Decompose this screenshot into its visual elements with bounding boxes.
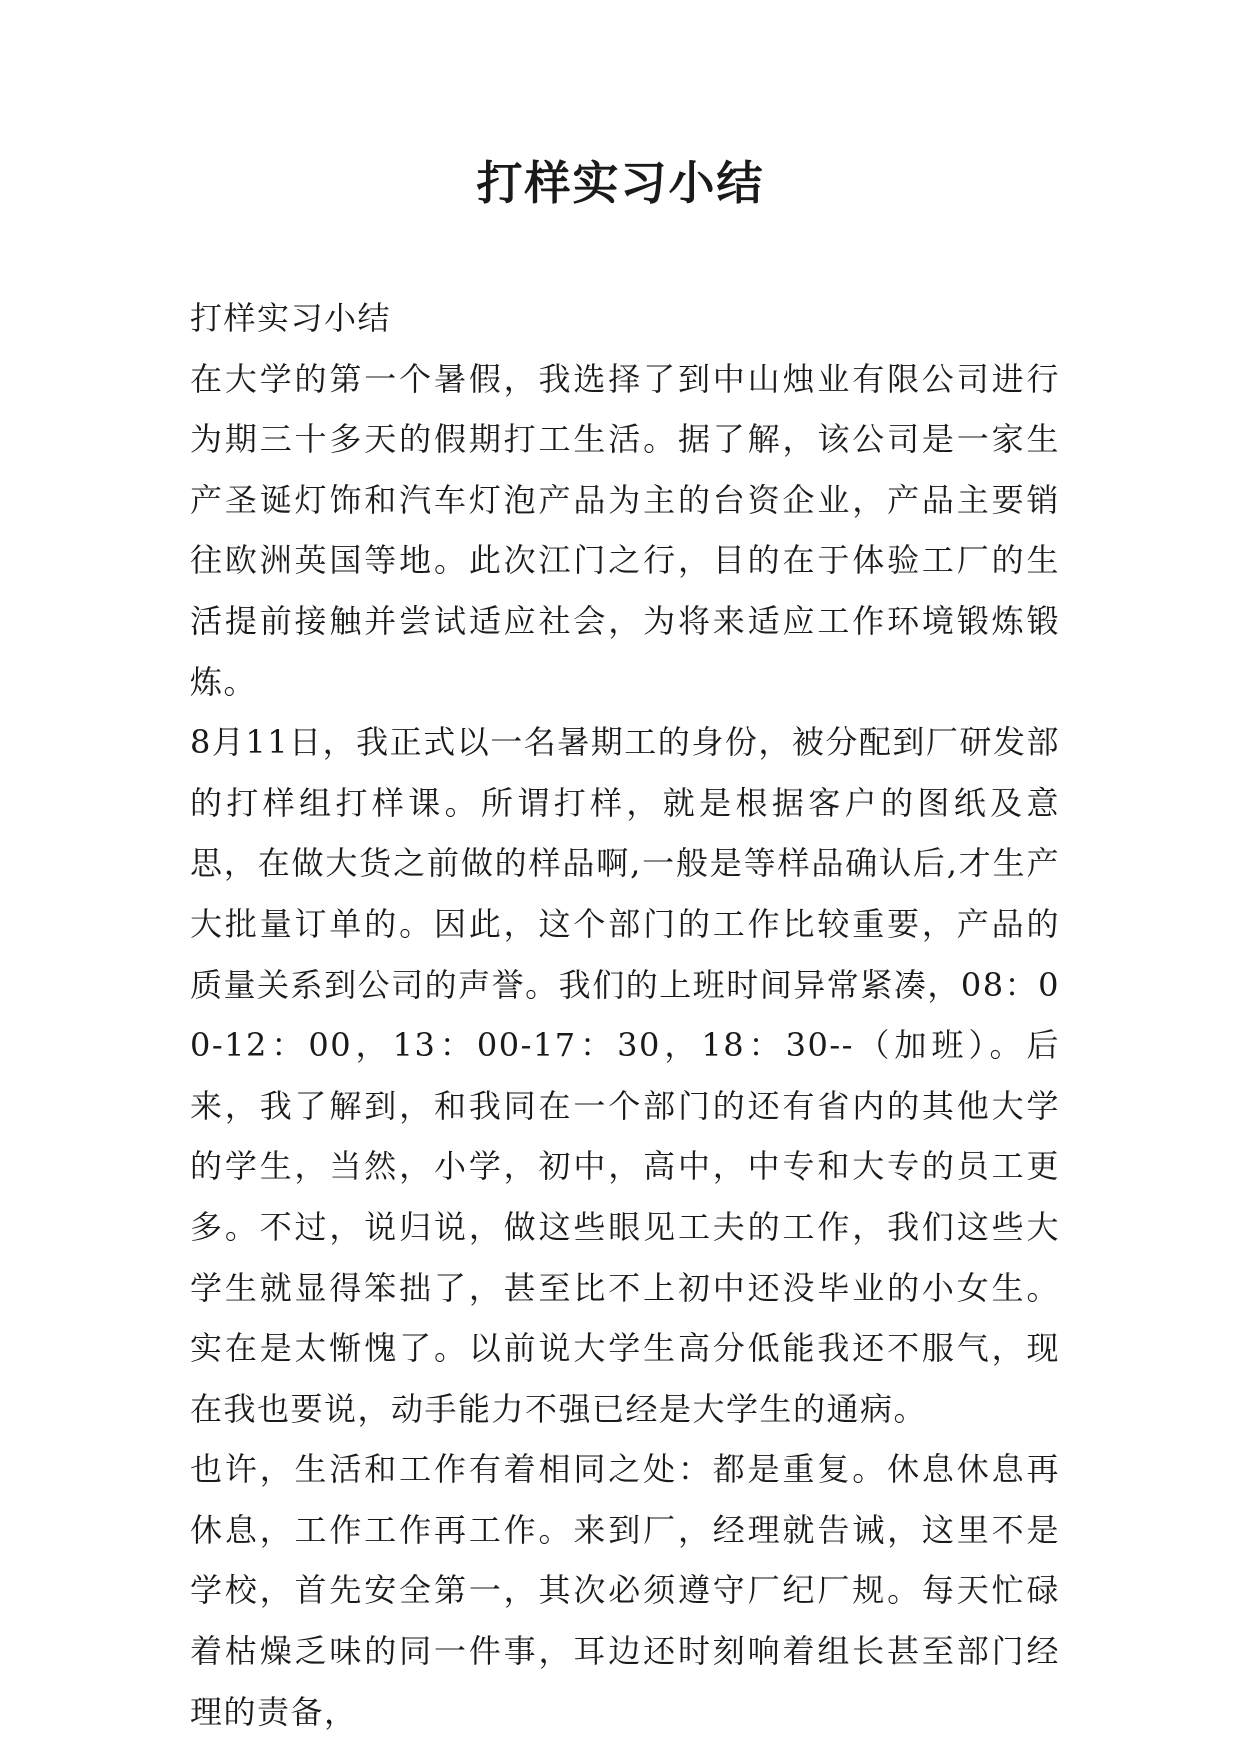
paragraph-heading: 打样实习小结 [190,299,392,337]
paragraph-work-details: 8月11日，我正式以一名暑期工的身份，被分配到厂研发部的打样组打样课。所谓打样，就是根据客户的图纸及意思，在做大货之前做的样品啊,一般是等样品确认后,才生产大批量订单的。因此，这个部门的工作比较重要，产品的质量关系到公司的声誉。我们的上班时间异常紧凑，08：00-12：00，13：00-17：30，18：30--（加班）。后来，我了解到，和我同在一个部门的还有省内的其他大学的学生，当然，小学，初中，高中，中专和大专的员工更多。不过，说归说，做这些眼见工夫的工作，我们这些大学生就显得笨拙了，甚至比不上初中还没毕业的小女生。实在是太惭愧了。以前说大学生高分低能我还不服气，现在我也要说，动手能力不强已经是大学生的通病。 [190,723,1060,1428]
document-title: 打样实习小结 [476,156,765,210]
document-body [190,288,1060,1742]
paragraph-intro: 在大学的第一个暑假，我选择了到中山烛业有限公司进行为期三十多天的假期打工生活。据了解，该公司是一家生产圣诞灯饰和汽车灯泡产品为主的台资企业，产品主要销往欧洲英国等地。此次江门之行，目的在于体验工厂的生活提前接触并尝试适应社会，为将来适应工作环境锻炼锻炼。 [190,359,1060,701]
paragraph-reflection: 也许，生活和工作有着相同之处：都是重复。休息休息再休息，工作工作再工作。来到厂，经理就告诫，这里不是学校，首先安全第一，其次必须遵守厂纪厂规。每天忙碌着枯燥乏味的同一件事，耳边还时刻响着组长甚至部门经理的责备， [190,1450,1060,1731]
